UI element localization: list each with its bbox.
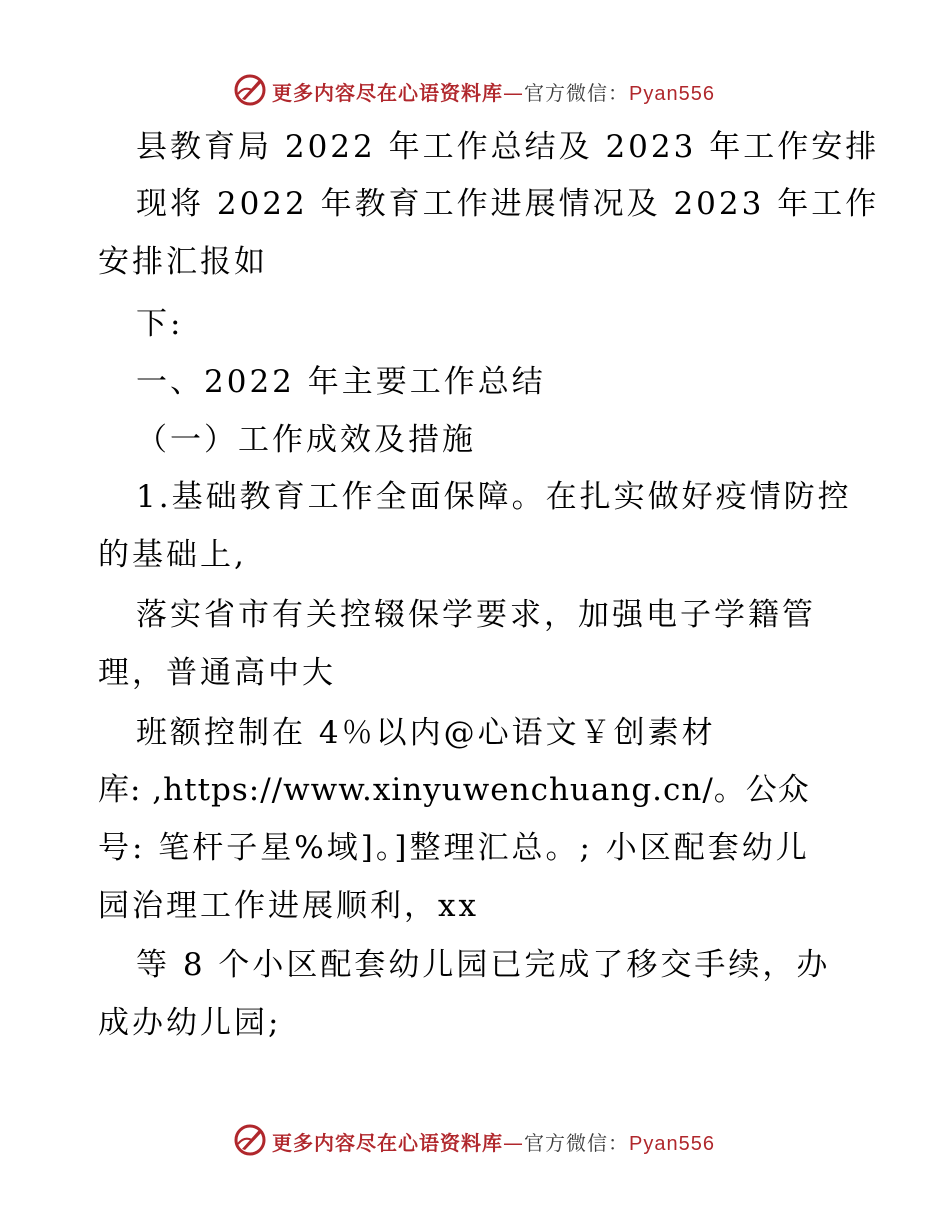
paragraph-line: 理，普通高中大 [98,655,336,691]
paragraph-line: 现将 2022 年教育工作进展情况及 2023 年工作 [136,186,880,222]
paragraph-line: 1.基础教育工作全面保障。在扎实做好疫情防控 [136,479,852,515]
subsection-heading: （一）工作成效及措施 [136,422,476,458]
section-heading: 一、2022 年主要工作总结 [136,364,546,400]
paragraph-line: 等 8 个小区配套幼儿园已完成了移交手续，办 [136,947,831,983]
document-title: 县教育局 2022 年工作总结及 2023 年工作安排 [136,129,880,165]
watermark-text: 更多内容尽在心语资料库—官方微信：Pyan556 [272,81,715,105]
paragraph-line: 号: 笔杆子星%域]。]整理汇总。; 小区配套幼儿 [98,830,810,866]
paragraph-line: 库: ,https://www.xinyuwenchuang.cn/。公众 [98,772,810,808]
quill-logo-icon [232,1122,268,1158]
paragraph-line: 下: [136,306,184,342]
footer-watermark-banner [0,1120,950,1160]
paragraph-line: 安排汇报如 [98,244,268,280]
watermark-text: 更多内容尽在心语资料库—官方微信：Pyan556 [272,1131,715,1155]
paragraph-line: 成办幼儿园; [98,1005,282,1041]
paragraph-line: 园治理工作进展顺利，xx [98,888,479,924]
paragraph-line: 班额控制在 4％以内@心语文￥创素材 [136,715,716,751]
paragraph-line: 落实省市有关控辍保学要求，加强电子学籍管 [136,597,816,633]
paragraph-line: 的基础上, [98,537,247,573]
